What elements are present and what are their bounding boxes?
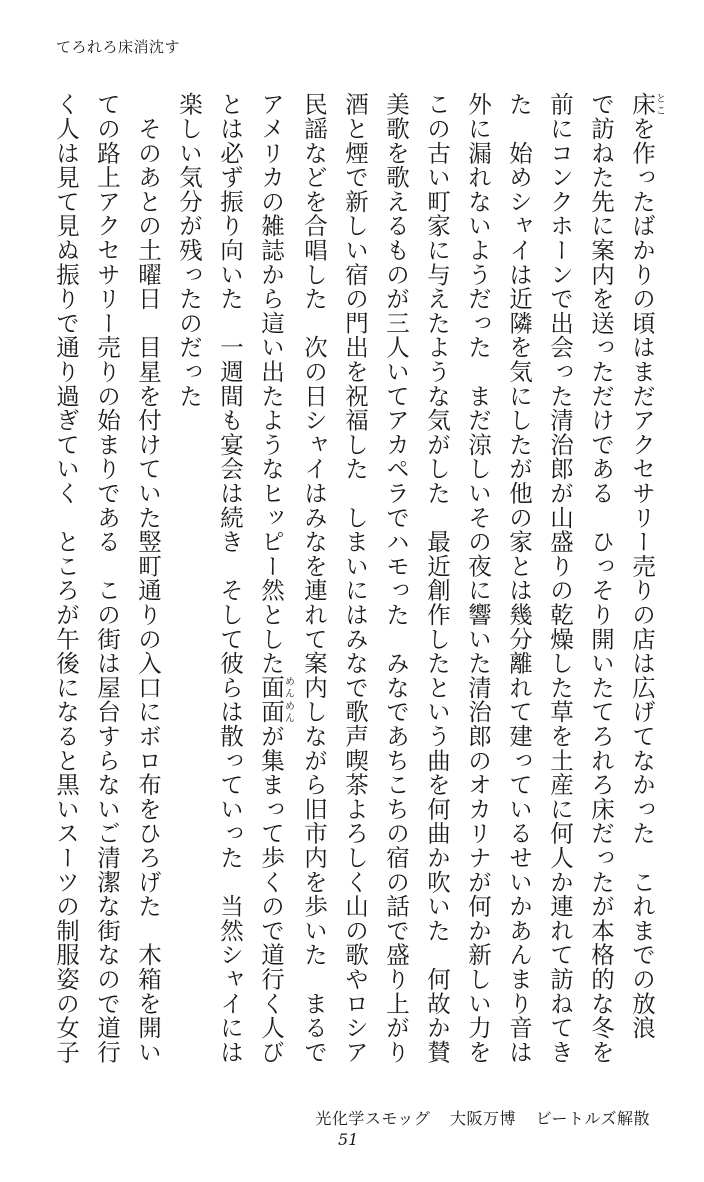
text-line-13: そのあとの土曜日 目星を付けていた竪町通りの入口にボロ布をひろげた 木箱を開い (134, 92, 162, 1064)
text-line-12: 楽しい気分が残ったのだった (175, 92, 203, 408)
text-line-14: ての路上アクセサリー売りの始まりである この街は屋台すらないご清潔な街なので道行 (93, 92, 121, 1064)
text-line-5: 外に漏れないようだった まだ涼しいその夜に響いた清治郎のオカリナが何か新しい力を (464, 92, 492, 1064)
ruby-reading-toko: とこ (653, 92, 664, 117)
running-head: てろれろ床消沈す (56, 38, 181, 56)
footer-topics (315, 1106, 650, 1129)
text-line-15: く人は見て見ぬ振りで通り過ぎていく ところが午後になると黒いスーツの制服姿の女子 (52, 92, 80, 1064)
vertical-text-body (34, 92, 664, 1082)
furigana-toko (628, 92, 664, 117)
ruby-base-toko: 床 (628, 92, 656, 117)
text-line-3: 前にコンクホーンで出会った清治郎が山盛りの乾燥した草を土産に何人か連れて訪ねてき (546, 92, 574, 1064)
text-line-10 (250, 92, 293, 1082)
ruby-base-menmen: 面面 (257, 675, 285, 724)
text-line-1-post: を作ったばかりの頃はまだアクセサリー売りの店は広げてなかった これまでの放浪 (628, 116, 656, 1040)
text-line-8: 酒と煙で新しい宿の門出を祝福した しまいにはみなで歌声喫茶よろしく山の歌やロシア (341, 92, 369, 1064)
text-line-7: 美歌を歌えるものが三人いてアカペラでハモった みなであちこちの宿の話で盛り上がり (382, 92, 410, 1064)
footer-topic-2: 大阪万博 (450, 1109, 517, 1128)
furigana-menmen (257, 675, 294, 724)
text-line-6: この古い町家に与えたような気がした 最近創作したという曲を何曲か吹いた 何故か賛 (423, 92, 451, 1064)
text-line-4: た 始めシャイは近隣を気にしたが他の家とは幾分離れて建っているせいかあんまり音は (505, 92, 533, 1064)
text-line-11: とは必ず振り向いた 一週間も宴会は続き そして彼らは散っていった 当然シャイには (216, 92, 244, 1064)
text-line-10-post: が集まって歩くので道行く人び (257, 723, 285, 1065)
text-line-10-pre: アメリカの雑誌から這い出たようなヒッピー然とした (257, 92, 285, 676)
ruby-reading-menmen: めんめん (282, 675, 294, 724)
text-line-1 (621, 92, 664, 1082)
text-line-2: で訪ねた先に案内を送っただけである ひっそり開いたてろれろ床だったが本格的な冬を (587, 92, 615, 1064)
text-line-9: 民謡などを合唱した 次の日シャイはみなを連れて案内しながら旧市内を歩いた まるで (300, 92, 328, 1064)
footer-topic-1: 光化学スモッグ (315, 1109, 431, 1128)
page-number: 51 (338, 1130, 359, 1149)
footer-topic-3: ビートルズ解散 (535, 1109, 650, 1128)
